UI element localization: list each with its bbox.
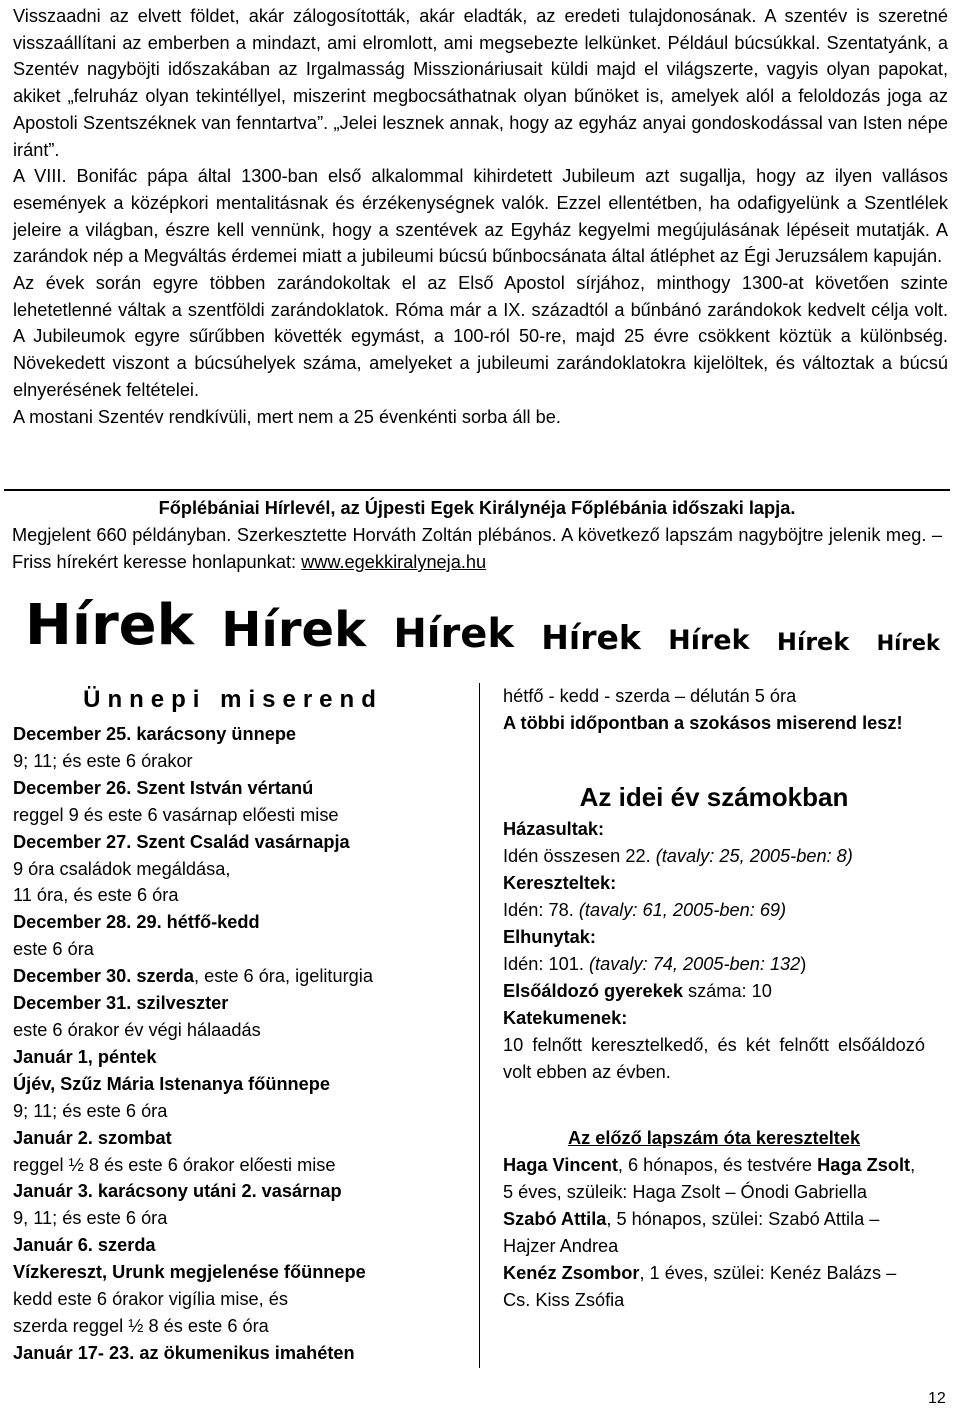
first-communion-value: száma: 10 xyxy=(682,981,772,1001)
schedule-line xyxy=(13,1232,453,1259)
stats-title: Az idei év számokban xyxy=(579,782,849,812)
marriages-label: Házasultak: xyxy=(503,819,605,839)
schedule-line xyxy=(13,829,453,856)
schedule-line xyxy=(13,748,453,775)
baptisms-title: Az előző lapszám óta kereszteltek xyxy=(567,1128,861,1148)
baptism-text: , 6 hónapos, és testvére xyxy=(617,1155,818,1175)
schedule-line xyxy=(13,1017,453,1044)
schedule-date: Január 1, péntek xyxy=(13,1046,157,1067)
schedule-date: Újév, Szűz Mária Istenanya főünnepe xyxy=(13,1073,331,1094)
baptized-prev: (tavaly: 61, 2005-ben: 69) xyxy=(578,900,787,920)
schedule-line xyxy=(13,1125,453,1152)
schedule-time: reggel ½ 8 és este 6 órakor előesti mise xyxy=(13,1154,336,1175)
hirek-word: Hírek xyxy=(25,593,194,658)
schedule-time: este 6 órakor év végi hálaadás xyxy=(13,1019,261,1040)
hirek-word: Hírek xyxy=(876,631,940,655)
schedule-line xyxy=(13,1044,453,1071)
hirek-banner xyxy=(25,584,940,658)
baptism-entry xyxy=(503,1206,925,1260)
schedule-note: A többi időpontban a szokásos miserend lesz! xyxy=(503,713,903,733)
schedule-line xyxy=(13,1286,453,1313)
schedule-time: este 6 óra xyxy=(13,939,94,960)
baptized-line xyxy=(503,897,925,924)
deceased-value: Idén: 101. xyxy=(503,954,589,974)
schedule-date: December 26. Szent István vértanú xyxy=(13,777,314,798)
schedule-line xyxy=(13,882,453,909)
marriages-value: Idén összesen 22. xyxy=(503,846,656,866)
baptism-name: Haga Vincent xyxy=(503,1155,618,1175)
masthead-text: Megjelent 660 példányban. Szerkesztette Horváth Zoltán plébános. A következő lapszám nagyböjtre jelenik meg. – Friss hírekért keresse honlapunkat: xyxy=(12,525,942,572)
deceased-line xyxy=(503,951,925,978)
schedule-line xyxy=(13,1340,453,1367)
first-communion-label: Elsőáldozó gyerekek xyxy=(503,981,683,1001)
hirek-word: Hírek xyxy=(541,618,641,657)
hirek-word: Hírek xyxy=(776,628,850,656)
schedule-date: December 31. szilveszter xyxy=(13,993,229,1014)
deceased-close: ) xyxy=(800,954,807,974)
schedule-time: 9, 11; és este 6 óra xyxy=(13,1208,168,1229)
schedule-line xyxy=(13,936,453,963)
deceased-prev: (tavaly: 74, 2005-ben: 132 xyxy=(588,954,801,974)
schedule-line xyxy=(13,1259,453,1286)
schedule-line xyxy=(13,1313,453,1340)
masthead-body xyxy=(12,522,942,576)
schedule-date: December 27. Szent Család vasárnapja xyxy=(13,831,350,852)
baptism-name: Haga Zsolt xyxy=(817,1155,911,1175)
hirek-word: Hírek xyxy=(668,625,750,656)
marriages-prev: (tavaly: 25, 2005-ben: 8) xyxy=(655,846,853,866)
schedule-line xyxy=(13,909,453,936)
baptized-label: Kereszteltek: xyxy=(503,873,617,893)
baptism-text: , 5 éves, szüleik: Haga Zsolt – Ónodi Gabriella xyxy=(503,1155,916,1202)
first-communion-line xyxy=(503,978,925,1005)
schedule-time: kedd este 6 órakor vigília mise, és xyxy=(13,1289,288,1310)
schedule-line xyxy=(13,802,453,829)
website-link[interactable]: www.egekkiralyneja.hu xyxy=(301,552,487,572)
hirek-word: Hírek xyxy=(393,611,514,657)
catechumen-label: Katekumenek: xyxy=(503,1008,628,1028)
baptism-entry xyxy=(503,1260,925,1314)
schedule-time: , este 6 óra, igeliturgia xyxy=(193,966,373,987)
column-divider xyxy=(479,683,480,1368)
schedule-line xyxy=(13,1098,453,1125)
intro-paragraph-1: Visszaadni az elvett földet, akár zálogosították, akár eladták, az eredeti tulajdonosának. A szentév is szeretné visszaállítani az emberben a mindazt, ami elromlott, ami megsebezte lelkünket. Például búcsúkkal. Szentatyánk, a Szentév nagyböjti időszakában az Irgalmasság Misszionáriusait küldi majd el világszerte, vagyis olyan papokat, akiket „felruház olyan tekintéllyel, miszerint megbocsáthatnak olyan bűnöket is, amelyek alól a feloldozás joga az Apostoli Szentszéknek van fenntartva”. „Jelei lesznek annak, hogy az egyház anyai gondoskodással van Isten népe iránt”. xyxy=(13,6,948,160)
schedule-date: Január 2. szombat xyxy=(13,1127,172,1148)
schedule-date: December 30. szerda xyxy=(13,966,194,987)
schedule-date: Vízkereszt, Urunk megjelenése főünnepe xyxy=(13,1262,366,1283)
schedule-time: 9; 11; és este 6 órakor xyxy=(13,750,193,771)
schedule-line xyxy=(13,1071,453,1098)
right-column xyxy=(503,683,925,1314)
intro-paragraph-2: A VIII. Bonifác pápa által 1300-ban első alkalommal kihirdetett Jubileum azt sugallja, hogy az ilyen vallásos események a középkori mentalitásnak és érzékenységnek valók. Ezzel ellentétben, ha odafigyelünk a Szentlélek jeleire a világban, észre kell vennünk, hogy a szentévek az Egyház kegyelmi megújulásának lépéseit mutatják. A zarándok nép a Megváltás érdemei miatt a jubileumi búcsú bűnbocsánata által átléphet az Égi Jeruzsálem kapuján. xyxy=(13,166,948,267)
baptism-name: Szabó Attila xyxy=(503,1209,607,1229)
schedule-time: 11 óra, és este 6 óra xyxy=(13,885,179,906)
schedule-time: szerda reggel ½ 8 és este 6 óra xyxy=(13,1315,269,1336)
catechumen-text: 10 felnőtt keresztelkedő, és két felnőtt elsőáldozó volt ebben az évben. xyxy=(503,1035,925,1082)
schedule-date: December 28. 29. hétfő-kedd xyxy=(13,912,260,933)
schedule-line xyxy=(13,963,453,990)
deceased-label: Elhunytak: xyxy=(503,927,596,947)
schedule-time: reggel 9 és este 6 vasárnap előesti mise xyxy=(13,804,339,825)
schedule-line xyxy=(13,1152,453,1179)
baptism-text: , 5 hónapos, szülei: Szabó Attila – Hajzer Andrea xyxy=(503,1209,880,1256)
baptism-name: Kenéz Zsombor xyxy=(503,1263,640,1283)
schedule-time: 9; 11; és este 6 óra xyxy=(13,1100,168,1121)
masthead-title: Főplébániai Hírlevél, az Újpesti Egek Királynéja Főplébánia időszaki lapja. xyxy=(158,498,796,518)
schedule-line xyxy=(13,856,453,883)
schedule-date: Január 17- 23. az ökumenikus imahéten xyxy=(13,1342,355,1363)
baptism-entry xyxy=(503,1152,925,1206)
schedule-date: Január 6. szerda xyxy=(13,1235,156,1256)
page-number: 12 xyxy=(928,1390,946,1407)
schedule-line xyxy=(13,721,453,748)
schedule-line xyxy=(13,1178,453,1205)
weekday-times: hétfő - kedd - szerda – délután 5 óra xyxy=(503,686,797,706)
schedule-line xyxy=(13,990,453,1017)
intro-paragraph-4: A mostani Szentév rendkívüli, mert nem a 25 évenkénti sorba áll be. xyxy=(13,406,561,427)
intro-article xyxy=(13,3,948,430)
schedule-heading: Ünnepi miserend xyxy=(83,686,383,713)
intro-paragraph-3: Az évek során egyre többen zarándokoltak el az Első Apostol sírjához, minthogy 1300-at követően szinte lehetetlenné váltak a szentföldi zarándoklatok. Róma már a IX. századtól a bűnbánó zarándokok kedvelt célja volt. A Jubileumok egyre sűrűbben követték egymást, a 100-ról 50-re, majd 25 évre csökkent köztük a különbség. Növekedett viszont a búcsúhelyek száma, amelyeket a jubileumi zarándoklatokra kijelöltek, és változtak a búcsú elnyerésének feltételei. xyxy=(13,273,948,400)
schedule-time: 9 óra családok megáldása, xyxy=(13,858,231,879)
marriages-line xyxy=(503,843,925,870)
mass-schedule xyxy=(13,683,453,1367)
schedule-lines xyxy=(13,721,453,1367)
hirek-word: Hírek xyxy=(221,602,366,658)
schedule-date: Január 3. karácsony utáni 2. vasárnap xyxy=(13,1181,342,1202)
schedule-line xyxy=(13,1205,453,1232)
baptism-text: , 1 éves, szülei: Kenéz Balázs – Cs. Kiss Zsófia xyxy=(503,1263,897,1310)
baptized-value: Idén: 78. xyxy=(503,900,579,920)
masthead-box xyxy=(4,489,950,576)
schedule-line xyxy=(13,775,453,802)
schedule-date: December 25. karácsony ünnepe xyxy=(13,724,297,744)
